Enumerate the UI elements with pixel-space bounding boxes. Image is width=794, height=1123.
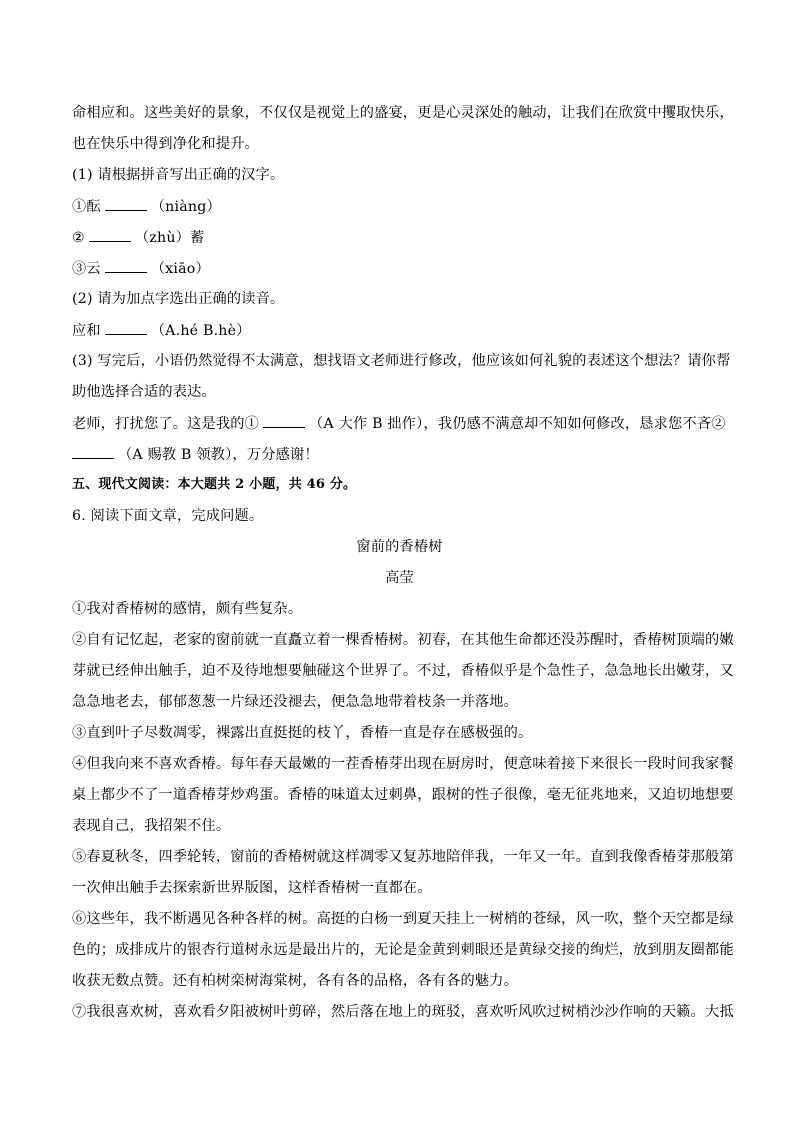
paragraph-line: 芽就已经伸出触手，迫不及待地想要触碰这个世界了。不过，香椿似乎是个急性子，急急地长出嫩芽，又: [72, 663, 734, 679]
article-title: 窗前的香椿树: [356, 539, 443, 555]
question-heading: (1) 请根据拼音写出正确的汉字。: [72, 167, 285, 183]
item-prefix: ①酝: [72, 199, 101, 215]
article-author: 高莹: [385, 570, 414, 586]
answer-blank[interactable]: [72, 444, 114, 459]
paragraph-line: 助他选择合适的表达。: [72, 384, 216, 400]
paragraph-line: ⑦我很喜欢树，喜欢看夕阳被树叶剪碎，然后落在地上的斑驳，喜欢听风吹过树梢沙沙作响的天籁。大抵: [72, 1004, 734, 1020]
answer-blank[interactable]: [263, 413, 305, 428]
item-prefix: 老师，打扰您了。这是我的①: [72, 416, 260, 432]
pinyin-item-1: [72, 196, 727, 217]
reading-item: [72, 320, 727, 341]
paragraph-line: 命相应和。这些美好的景象，不仅仅是视觉上的盛宴，更是心灵深处的触动，让我们在欣赏中攫取快乐，: [72, 105, 734, 121]
answer-blank[interactable]: [105, 196, 147, 211]
item-suffix: （zhù）蓄: [134, 230, 205, 246]
item-suffix: （niàng）: [150, 199, 221, 215]
fill-line-2: [72, 444, 727, 465]
fill-line-1: [72, 413, 727, 434]
answer-blank[interactable]: [89, 227, 131, 242]
paragraph-line: ③直到叶子尽数凋零，裸露出直挺挺的枝丫，香椿一直是存在感极强的。: [72, 725, 533, 741]
pinyin-item-2: [72, 227, 727, 248]
paragraph-line: 表现自己，我招架不住。: [72, 818, 231, 834]
paragraph-line: 桌上都少不了一道香椿芽炒鸡蛋。香椿的味道太过刺鼻，跟树的性子很像，毫无征兆地来，又迫切地想要: [72, 787, 734, 803]
section-heading: 五、现代文阅读：本大题共 2 小题，共 46 分。: [72, 477, 357, 492]
paragraph-line: 色的；成排成片的银杏行道树永远是最出片的，无论是金黄到刺眼还是黄绿交接的绚烂，放到朋友圈都能: [72, 942, 734, 958]
answer-blank[interactable]: [105, 320, 147, 335]
item-prefix: 应和: [72, 323, 101, 339]
question-heading: (2) 请为加点字选出正确的读音。: [72, 291, 285, 307]
paragraph-line: ⑥这些年，我不断遇见各种各样的树。高挺的白杨一到夏天挂上一树梢的苍绿，风一吹，整个天空都是绿: [72, 911, 734, 927]
paragraph-line: ④但我向来不喜欢香椿。每年春天最嫩的一茬香椿芽出现在厨房时，便意味着接下来很长一段时间我家餐: [72, 756, 734, 772]
paragraph-line: ②自有记忆起，老家的窗前就一直矗立着一棵香椿树。初春，在其他生命都还没苏醒时，香椿树顶端的嫩: [72, 632, 734, 648]
item-suffix: （A.hé B.hè）: [150, 323, 251, 339]
item-suffix: （xiāo）: [150, 261, 210, 277]
item-prefix: ②: [72, 230, 85, 246]
paragraph-line: ⑤春夏秋冬，四季轮转，窗前的香椿树就这样凋零又复苏地陪伴我，一年又一年。直到我像香椿芽那般第: [72, 849, 734, 865]
paragraph-line: 收获无数点赞。还有柏树栾树海棠树，各有各的品格，各有各的魅力。: [72, 973, 519, 989]
answer-blank[interactable]: [105, 258, 147, 273]
pinyin-item-3: [72, 258, 727, 279]
item-prefix: ③云: [72, 261, 101, 277]
paragraph-line: 一次伸出触手去探索新世界版图，这样香椿树一直都在。: [72, 880, 432, 896]
paragraph-line: 也在快乐中得到净化和提升。: [72, 136, 260, 152]
paragraph-line: ①我对香椿树的感情，颇有些复杂。: [72, 601, 303, 617]
question-heading: 6. 阅读下面文章，完成问题。: [72, 508, 264, 524]
item-suffix: （A 大作 B 拙作），我仍感不满意却不知如何修改，恳求您不吝②: [309, 416, 726, 432]
question-heading: (3) 写完后，小语仍然觉得不太满意，想找语文老师进行修改，他应该如何礼貌的表述这个想法？请你帮: [72, 353, 731, 369]
paragraph-line: 急急地老去，郁郁葱葱一片绿还没褪去，便急急地带着枝条一并落地。: [72, 694, 519, 710]
item-suffix: （A 赐教 B 领教），万分感谢！: [118, 447, 319, 463]
